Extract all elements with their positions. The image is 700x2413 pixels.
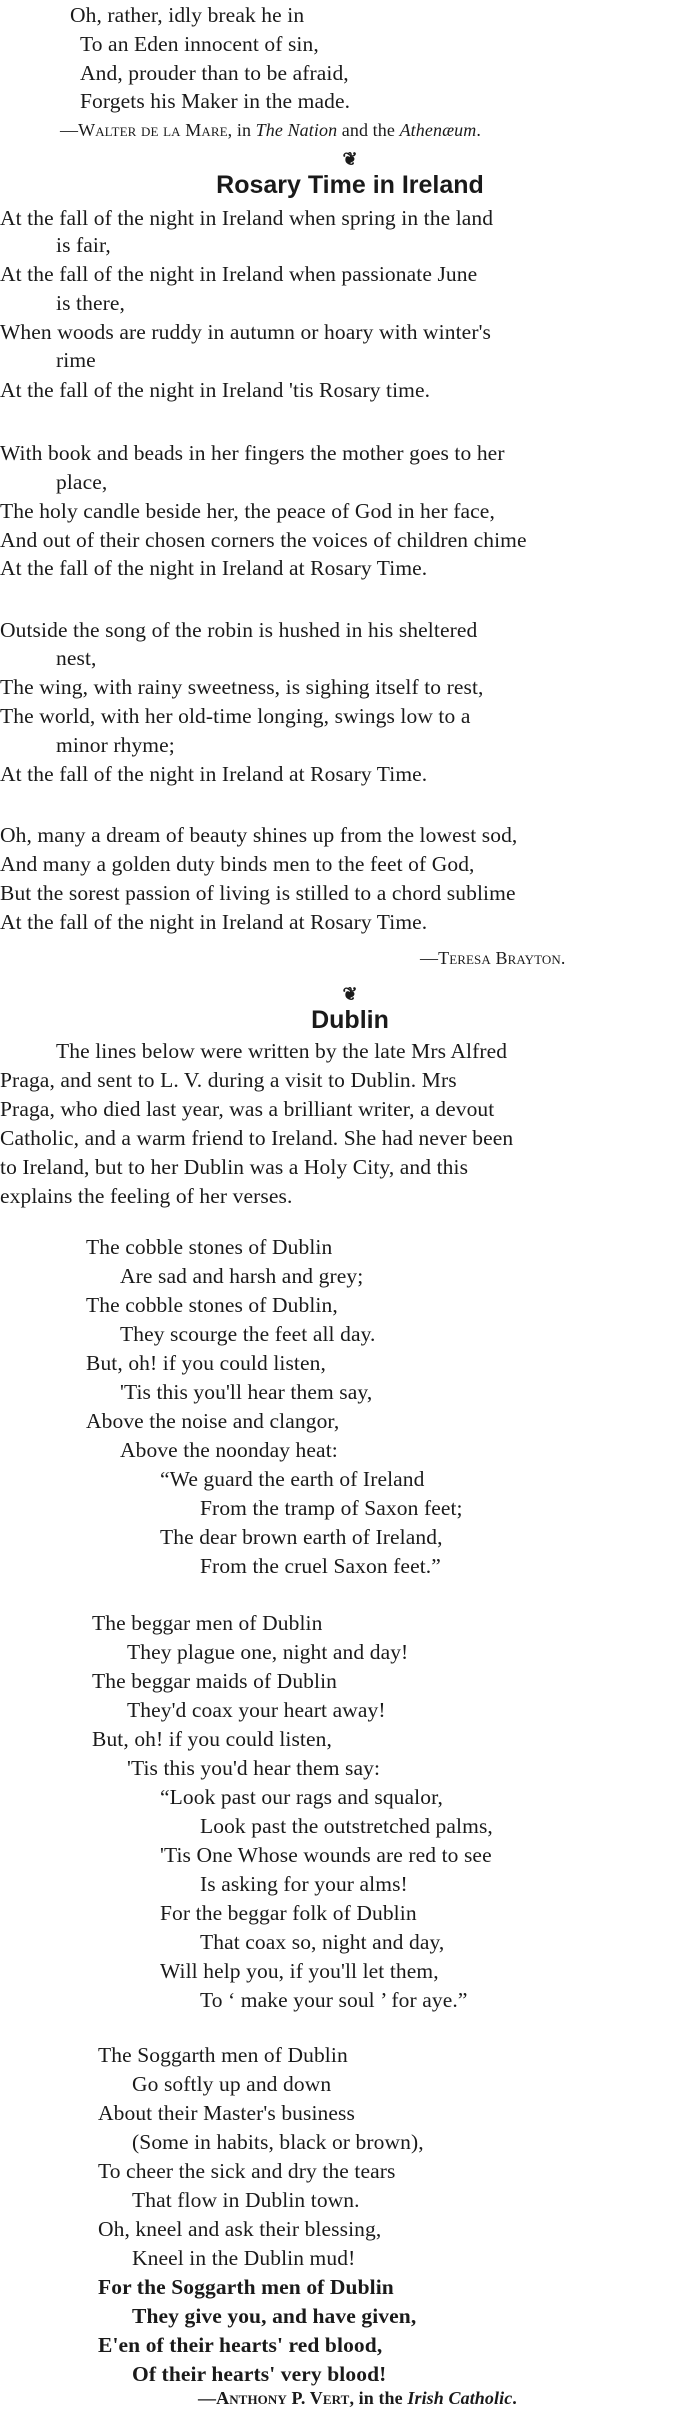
attribution-author: —Anthony P. Vert [198, 2388, 350, 2408]
intro-line: Catholic, and a warm friend to Ireland. She had never been [0, 1126, 514, 1150]
poem-line: They scourge the feet all day. [120, 1322, 376, 1346]
poem-line: Oh, rather, idly break he in [70, 3, 305, 27]
poem-line: To ‘ make your soul ’ for aye.” [200, 1988, 468, 2012]
poem-line: The Soggarth men of Dublin [98, 2043, 348, 2067]
poem-line: The beggar maids of Dublin [92, 1669, 338, 1693]
poem-line: That flow in Dublin town. [132, 2188, 360, 2212]
poem-line: rime [56, 348, 96, 372]
poem-line: (Some in habits, black or brown), [132, 2130, 424, 2154]
poem-line: At the fall of the night in Ireland 'tis Rosary time. [0, 378, 431, 402]
poem-line: The cobble stones of Dublin [86, 1235, 333, 1259]
poem-line: When woods are ruddy in autumn or hoary with winter's [0, 320, 492, 344]
attribution-author: —Teresa Brayton. [420, 948, 566, 968]
poem-line: For the Soggarth men of Dublin [98, 2275, 394, 2299]
poem-line: At the fall of the night in Ireland at Rosary Time. [0, 910, 428, 934]
attribution [198, 2383, 517, 2413]
poem-line: At the fall of the night in Ireland when spring in the land [0, 206, 494, 230]
poem-line: Go softly up and down [132, 2072, 332, 2096]
poem-line: Kneel in the Dublin mud! [132, 2246, 356, 2270]
poem-line: But, oh! if you could listen, [86, 1351, 326, 1375]
poem-line: About their Master's business [98, 2101, 355, 2125]
attribution-source: Irish Catholic [407, 2388, 513, 2408]
poem-line: From the cruel Saxon feet.” [200, 1554, 441, 1578]
poem-line: And, prouder than to be afraid, [80, 61, 349, 85]
poem-line: To an Eden innocent of sin, [80, 32, 319, 56]
ornament-divider: ❦ [342, 984, 358, 1004]
poem-line: Oh, kneel and ask their blessing, [98, 2217, 382, 2241]
ornament-divider: ❦ [342, 149, 358, 169]
poem-title: Rosary Time in Ireland [216, 171, 484, 199]
attribution-text: and the [337, 120, 400, 140]
poem-line: “We guard the earth of Ireland [160, 1467, 425, 1491]
intro-line: Praga, who died last year, was a brilliant writer, a devout [0, 1097, 495, 1121]
poem-line: The world, with her old-time longing, swings low to a [0, 704, 471, 728]
attribution-text: , in [227, 120, 256, 140]
poem-line: nest, [56, 646, 97, 670]
poem-line: Will help you, if you'll let them, [160, 1959, 439, 1983]
poem-line: Look past the outstretched palms, [200, 1814, 493, 1838]
poem-line: 'Tis this you'll hear them say, [120, 1380, 373, 1404]
poem-line: To cheer the sick and dry the tears [98, 2159, 396, 2183]
attribution-text: , in the [349, 2388, 408, 2408]
intro-line: explains the feeling of her verses. [0, 1184, 293, 1208]
poem-line: And out of their chosen corners the voices of children chime [0, 528, 527, 552]
poem-line: Outside the song of the robin is hushed in his sheltered [0, 618, 478, 642]
poem-line: At the fall of the night in Ireland at Rosary Time. [0, 762, 428, 786]
poem-line: With book and beads in her fingers the mother goes to her [0, 441, 505, 465]
attribution-source: The Nation [255, 120, 338, 140]
poem-line: The cobble stones of Dublin, [86, 1293, 338, 1317]
poem-line: They give you, and have given, [132, 2304, 417, 2328]
poem-line: The wing, with rainy sweetness, is sighing itself to rest, [0, 675, 484, 699]
poem-line: They plague one, night and day! [127, 1640, 409, 1664]
poem-line: But, oh! if you could listen, [92, 1727, 332, 1751]
poem-line: They'd coax your heart away! [127, 1698, 386, 1722]
poem-line: From the tramp of Saxon feet; [200, 1496, 463, 1520]
poem-line: That coax so, night and day, [200, 1930, 445, 1954]
poem-line: Above the noise and clangor, [86, 1409, 340, 1433]
attribution-text: . [476, 120, 481, 140]
poem-line: E'en of their hearts' red blood, [98, 2333, 383, 2357]
poem-line: Oh, many a dream of beauty shines up from the lowest sod, [0, 823, 518, 847]
poem-line: “Look past our rags and squalor, [160, 1785, 443, 1809]
poem-line: And many a golden duty binds men to the feet of God, [0, 852, 475, 876]
intro-line: The lines below were written by the late Mrs Alfred [56, 1039, 508, 1063]
poem-line: The dear brown earth of Ireland, [160, 1525, 443, 1549]
attribution [60, 115, 481, 145]
poem-line: The holy candle beside her, the peace of God in her face, [0, 499, 495, 523]
poem-line: 'Tis One Whose wounds are red to see [160, 1843, 492, 1867]
intro-line: Praga, and sent to L. V. during a visit to Dublin. Mrs [0, 1068, 457, 1092]
poem-line: minor rhyme; [56, 733, 175, 757]
poem-line: Forgets his Maker in the made. [80, 89, 351, 113]
attribution-source: Athenæum [399, 120, 477, 140]
poem-line: At the fall of the night in Ireland when passionate June [0, 262, 478, 286]
poem-line: Are sad and harsh and grey; [120, 1264, 364, 1288]
attribution-text: . [512, 2388, 517, 2408]
poem-line: For the beggar folk of Dublin [160, 1901, 417, 1925]
intro-line: to Ireland, but to her Dublin was a Holy City, and this [0, 1155, 469, 1179]
poem-line: is fair, [56, 233, 111, 257]
poem-title: Dublin [311, 1006, 389, 1034]
poem-line: But the sorest passion of living is stilled to a chord sublime [0, 881, 516, 905]
poem-line: is there, [56, 291, 125, 315]
poem-line: Of their hearts' very blood! [132, 2362, 387, 2386]
attribution-author: —Walter de la Mare [60, 120, 228, 140]
poem-line: Is asking for your alms! [200, 1872, 408, 1896]
poem-line: The beggar men of Dublin [92, 1611, 323, 1635]
poem-line: 'Tis this you'd hear them say: [127, 1756, 381, 1780]
poem-line: At the fall of the night in Ireland at Rosary Time. [0, 556, 428, 580]
poem-line: place, [56, 470, 108, 494]
poem-line: Above the noonday heat: [120, 1438, 338, 1462]
